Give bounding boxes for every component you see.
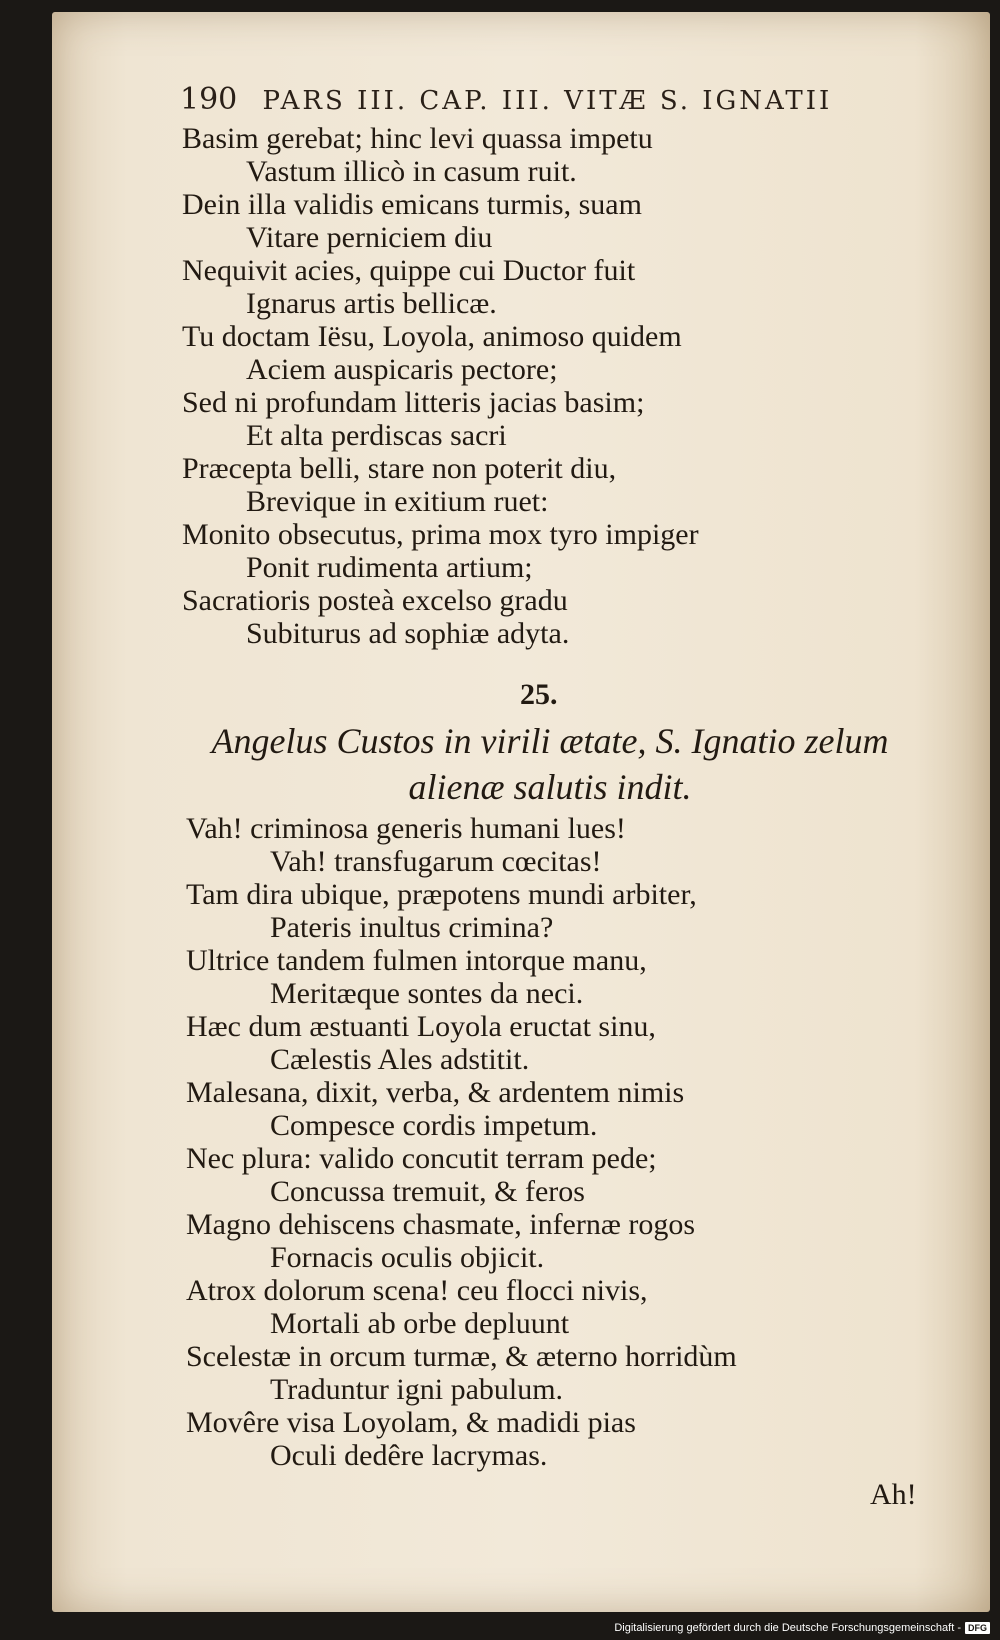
verse-line: Dein illa validis emicans turmis, suam bbox=[182, 188, 642, 221]
verse-line: Traduntur igni pabulum. bbox=[270, 1373, 564, 1406]
verse-line: Ponit rudimenta artium; bbox=[246, 551, 533, 584]
verse-block-top bbox=[0, 122, 940, 650]
verse-line: Ultrice tandem fulmen intorque manu, bbox=[186, 944, 647, 977]
verse-line: Atrox dolorum scena! ceu flocci nivis, bbox=[186, 1274, 648, 1307]
verse-line: Malesana, dixit, verba, & ardentem nimis bbox=[186, 1076, 685, 1109]
verse-line: Et alta perdiscas sacri bbox=[246, 419, 507, 452]
verse-line: Vah! criminosa generis humani lues! bbox=[186, 812, 626, 845]
verse-line: Nequivit acies, quippe cui Ductor fuit bbox=[182, 254, 636, 287]
verse-line: Movêre visa Loyolam, & madidi pias bbox=[186, 1406, 636, 1439]
verse-line: Basim gerebat; hinc levi quassa impetu bbox=[182, 122, 653, 155]
verse-line: Præcepta belli, stare non poterit diu, bbox=[182, 452, 617, 485]
verse-line: Magno dehiscens chasmate, infernæ rogos bbox=[186, 1208, 696, 1241]
verse-line: Monito obsecutus, prima mox tyro impiger bbox=[182, 518, 699, 551]
running-header bbox=[180, 82, 900, 117]
verse-line: Brevique in exitium ruet: bbox=[246, 485, 549, 518]
verse-line: Fornacis oculis objicit. bbox=[270, 1241, 545, 1274]
verse-line: Tu doctam Iësu, Loyola, animoso quidem bbox=[182, 320, 682, 353]
section-title-line-2: alienæ salutis indit. bbox=[408, 767, 692, 807]
digitization-credit bbox=[614, 1622, 990, 1634]
verse-line: Vah! transfugarum cœcitas! bbox=[270, 845, 602, 878]
verse-line: Pateris inultus crimina? bbox=[270, 911, 554, 944]
section-title-line-1: Angelus Custos in virili ætate, S. Ignatio zelum bbox=[211, 721, 889, 761]
credit-text: Digitalisierung gefördert durch die Deutsche Forschungsgemeinschaft - bbox=[614, 1622, 961, 1634]
verse-line: Oculi dedêre lacrymas. bbox=[270, 1439, 548, 1472]
section-title bbox=[180, 718, 920, 810]
verse-line: Scelestæ in orcum turmæ, & æterno horridùm bbox=[186, 1340, 737, 1373]
verse-line: Aciem auspicaris pectore; bbox=[246, 353, 558, 386]
verse-line: Nec plura: valido concutit terram pede; bbox=[186, 1142, 657, 1175]
verse-line: Sed ni profundam litteris jacias basim; bbox=[182, 386, 645, 419]
page-number: 190 bbox=[180, 82, 238, 117]
verse-line: Compesce cordis impetum. bbox=[270, 1109, 598, 1142]
verse-line: Hæc dum æstuanti Loyola eructat sinu, bbox=[186, 1010, 656, 1043]
verse-line: Ignarus artis bellicæ. bbox=[246, 287, 497, 320]
verse-line: Sacratioris posteà excelso gradu bbox=[182, 584, 568, 617]
verse-line: Mortali ab orbe depluunt bbox=[270, 1307, 570, 1340]
section-number: 25. bbox=[520, 678, 558, 711]
verse-line: Meritæque sontes da neci. bbox=[270, 977, 584, 1010]
verse-line: Concussa tremuit, & feros bbox=[270, 1175, 585, 1208]
verse-block-bottom bbox=[0, 812, 940, 1472]
running-head: PARS III. CAP. III. VITÆ S. IGNATII bbox=[262, 86, 833, 116]
verse-line: Subiturus ad sophiæ adyta. bbox=[246, 617, 570, 650]
dfg-logo: DFG bbox=[965, 1622, 990, 1634]
verse-line: Vitare perniciem diu bbox=[246, 221, 493, 254]
verse-line: Vastum illicò in casum ruit. bbox=[246, 155, 577, 188]
verse-line: Tam dira ubique, præpotens mundi arbiter, bbox=[186, 878, 697, 911]
verse-line: Cælestis Ales adstitit. bbox=[270, 1043, 530, 1076]
catchword: Ah! bbox=[870, 1478, 917, 1511]
